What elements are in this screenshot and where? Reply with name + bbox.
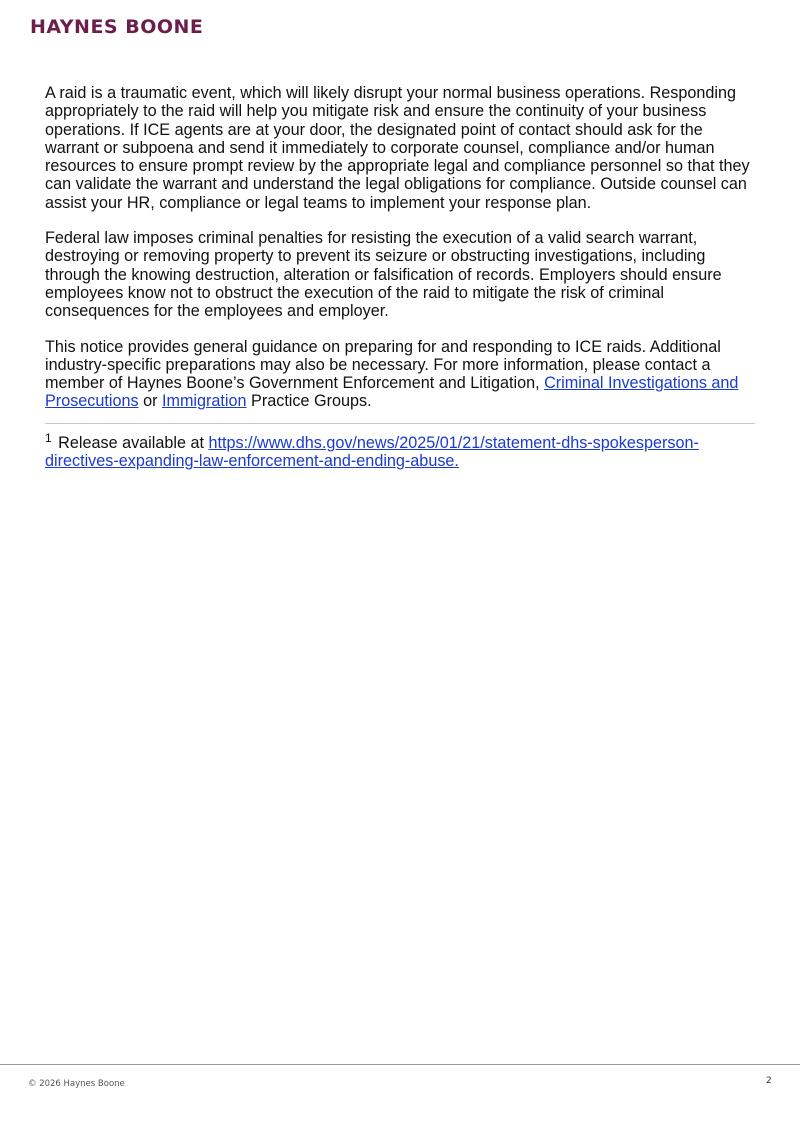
page-number: 2 <box>766 1076 772 1086</box>
paragraph-raid-response: A raid is a traumatic event, which will likely disrupt your normal business operations. Responding appropriately to the raid will help you mitigate risk and ensure the continuity of your business operations. If ICE agents are at your door, the designated point of contact should ask for the warrant or subpoena and send it immediately to corporate counsel, compliance and/or human resources to ensure prompt review by the appropriate legal and compliance personnel so that they can validate the warrant and understand the legal obligations for compliance. Outside counsel can assist your HR, compliance or legal teams to implement your response plan. <box>45 84 750 212</box>
footnote <box>45 431 757 471</box>
footnote-divider <box>45 423 755 424</box>
document-body <box>45 84 757 428</box>
paragraph-federal-law: Federal law imposes criminal penalties for resisting the execution of a valid search warrant, destroying or removing property to prevent its seizure or obstructing investigations, including through the knowing destruction, alteration or falsification of records. Employers should ensure employees know not to obstruct the execution of the raid to mitigate the risk of criminal consequences for the employees and employer. <box>45 229 722 321</box>
contact-text-or: or <box>138 392 162 411</box>
contact-text-end: Practice Groups. <box>246 392 372 411</box>
immigration-link[interactable]: Immigration <box>161 392 247 411</box>
footnote-marker: 1 <box>45 431 52 445</box>
footnote-dhs-link[interactable]: https://www.dhs.gov/news/2025/01/21/statement-dhs-spokesperson-directives-expanding-law-enforcement-and-ending-abuse. <box>45 434 699 471</box>
criminal-investigations-link[interactable]: Criminal Investigations and Prosecutions <box>45 374 739 411</box>
haynes-boone-logo: HAYNES BOONE <box>30 16 204 38</box>
footer-copyright: © 2026 Haynes Boone <box>28 1079 125 1089</box>
footnote-text: Release available at <box>53 434 209 452</box>
paragraph-contact <box>45 338 757 411</box>
contact-text-intro: This notice provides general guidance on preparing for and responding to ICE raids. Additional industry-specific preparations may also be necessary. For more information, please contact a member of Haynes Boone’s Government Enforcement and Litigation, <box>45 337 721 393</box>
footer-divider <box>0 1064 800 1065</box>
